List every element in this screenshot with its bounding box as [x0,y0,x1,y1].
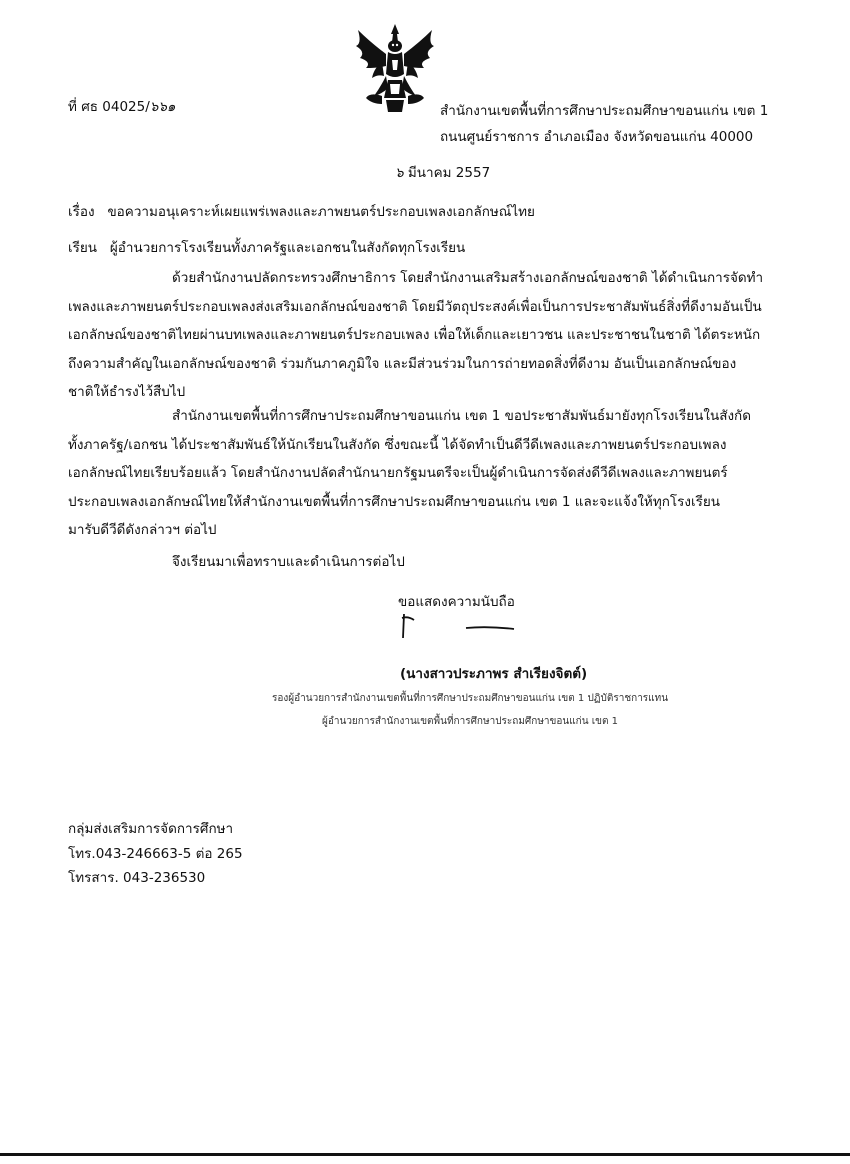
subject-label: เรื่อง [68,204,95,220]
date-month-year: มีนาคม 2557 [407,165,491,181]
office-name: สำนักงานเขตพื้นที่การศึกษาประถมศึกษาขอนแก่น เขต 1 [440,103,769,119]
body-paragraph-1 [68,264,768,407]
reference-number-handwritten: ๖๖๑ [149,99,176,115]
paragraph-line: สำนักงานเขตพื้นที่การศึกษาประถมศึกษาขอนแก่น เขต 1 ขอประชาสัมพันธ์มายังทุกโรงเรียนในสังกัด [172,408,751,424]
paragraph-line: ถึงความสำคัญในเอกลักษณ์ของชาติ ร่วมกันภาคภูมิใจ และมีส่วนร่วมในการถ่ายทอดสิ่งที่ดีงาม อันเป็นเอกลักษณ์ของ [68,355,737,372]
reference-number [68,95,176,117]
recipient-label: เรียน [68,240,98,256]
paragraph-line: ด้วยสำนักงานปลัดกระทรวงศึกษาธิการ โดยสำนักงานเสริมสร้างเอกลักษณ์ของชาติ ได้ดำเนินการจัดทำ [172,270,764,286]
recipient-text: ผู้อำนวยการโรงเรียนทั้งภาครัฐและเอกชนในสังกัดทุกโรงเรียน [109,240,466,256]
paragraph-line: ชาติให้ธำรงไว้สืบไป [68,384,186,400]
office-address: ถนนศูนย์ราชการ อำเภอเมือง จังหวัดขอนแก่น 40000 [440,129,754,145]
signature-mark-icon [398,608,518,644]
salutation: ขอแสดงความนับถือ [398,594,515,610]
scan-edge-divider [0,1153,850,1156]
paragraph-line: มารับดีวีดีดังกล่าวฯ ต่อไป [68,522,217,538]
signatory-position-1: รองผู้อำนวยการสำนักงานเขตพื้นที่การศึกษาประถมศึกษาขอนแก่น เขต 1 ปฏิบัติราชการแทน [272,693,669,704]
date-day-handwritten: ๖ [395,165,404,181]
fax-number: โทรสาร. 043-236530 [68,870,206,886]
paragraph-line: ประกอบเพลงเอกลักษณ์ไทยให้สำนักงานเขตพื้นที่การศึกษาประถมศึกษาขอนแก่น เขต 1 และจะแจ้งให้ทุกโรงเรียน [68,493,721,510]
paragraph-line: ทั้งภาครัฐ/เอกชน ได้ประชาสัมพันธ์ให้นักเรียนในสังกัด ซึ่งขณะนี้ ได้จัดทำเป็นดีวีดีเพลงและภาพยนตร์ประกอบเพลง [68,436,727,453]
reference-number-printed: ที่ ศธ 04025/ [68,99,150,115]
closing-request: จึงเรียนมาเพื่อทราบและดำเนินการต่อไป [172,554,405,570]
recipient-line [68,236,465,258]
garuda-emblem-icon [352,22,438,114]
body-paragraph-2 [68,402,768,545]
signatory-name: (นางสาวประภาพร สำเรียงจิตต์) [400,666,588,682]
phone-number: โทร.043-246663-5 ต่อ 265 [68,846,243,862]
department-name: กลุ่มส่งเสริมการจัดการศึกษา [68,821,234,837]
paragraph-line: เอกลักษณ์ของชาติไทยผ่านบทเพลงและภาพยนตร์ประกอบเพลง เพื่อให้เด็กและเยาวชน และประชาชนในชาติ ได้ตระหนัก [68,327,761,343]
paragraph-line: เอกลักษณ์ไทยเรียบร้อยแล้ว โดยสำนักงานปลัดสำนักนายกรัฐมนตรีจะเป็นผู้ดำเนินการจัดส่งดีวีดีเพลงและภาพยนตร์ [68,465,728,481]
subject-text: ขอความอนุเคราะห์เผยแพร่เพลงและภาพยนตร์ประกอบเพลงเอกลักษณ์ไทย [107,204,535,220]
signatory-position-2: ผู้อำนวยการสำนักงานเขตพื้นที่การศึกษาประถมศึกษาขอนแก่น เขต 1 [322,716,619,727]
document-date [395,161,490,183]
subject-line [68,200,535,222]
paragraph-line: เพลงและภาพยนตร์ประกอบเพลงส่งเสริมเอกลักษณ์ของชาติ โดยมีวัตถุประสงค์เพื่อเป็นการประชาสัมพันธ์สิ่งที่ดีงามอันเป็น [68,298,762,315]
